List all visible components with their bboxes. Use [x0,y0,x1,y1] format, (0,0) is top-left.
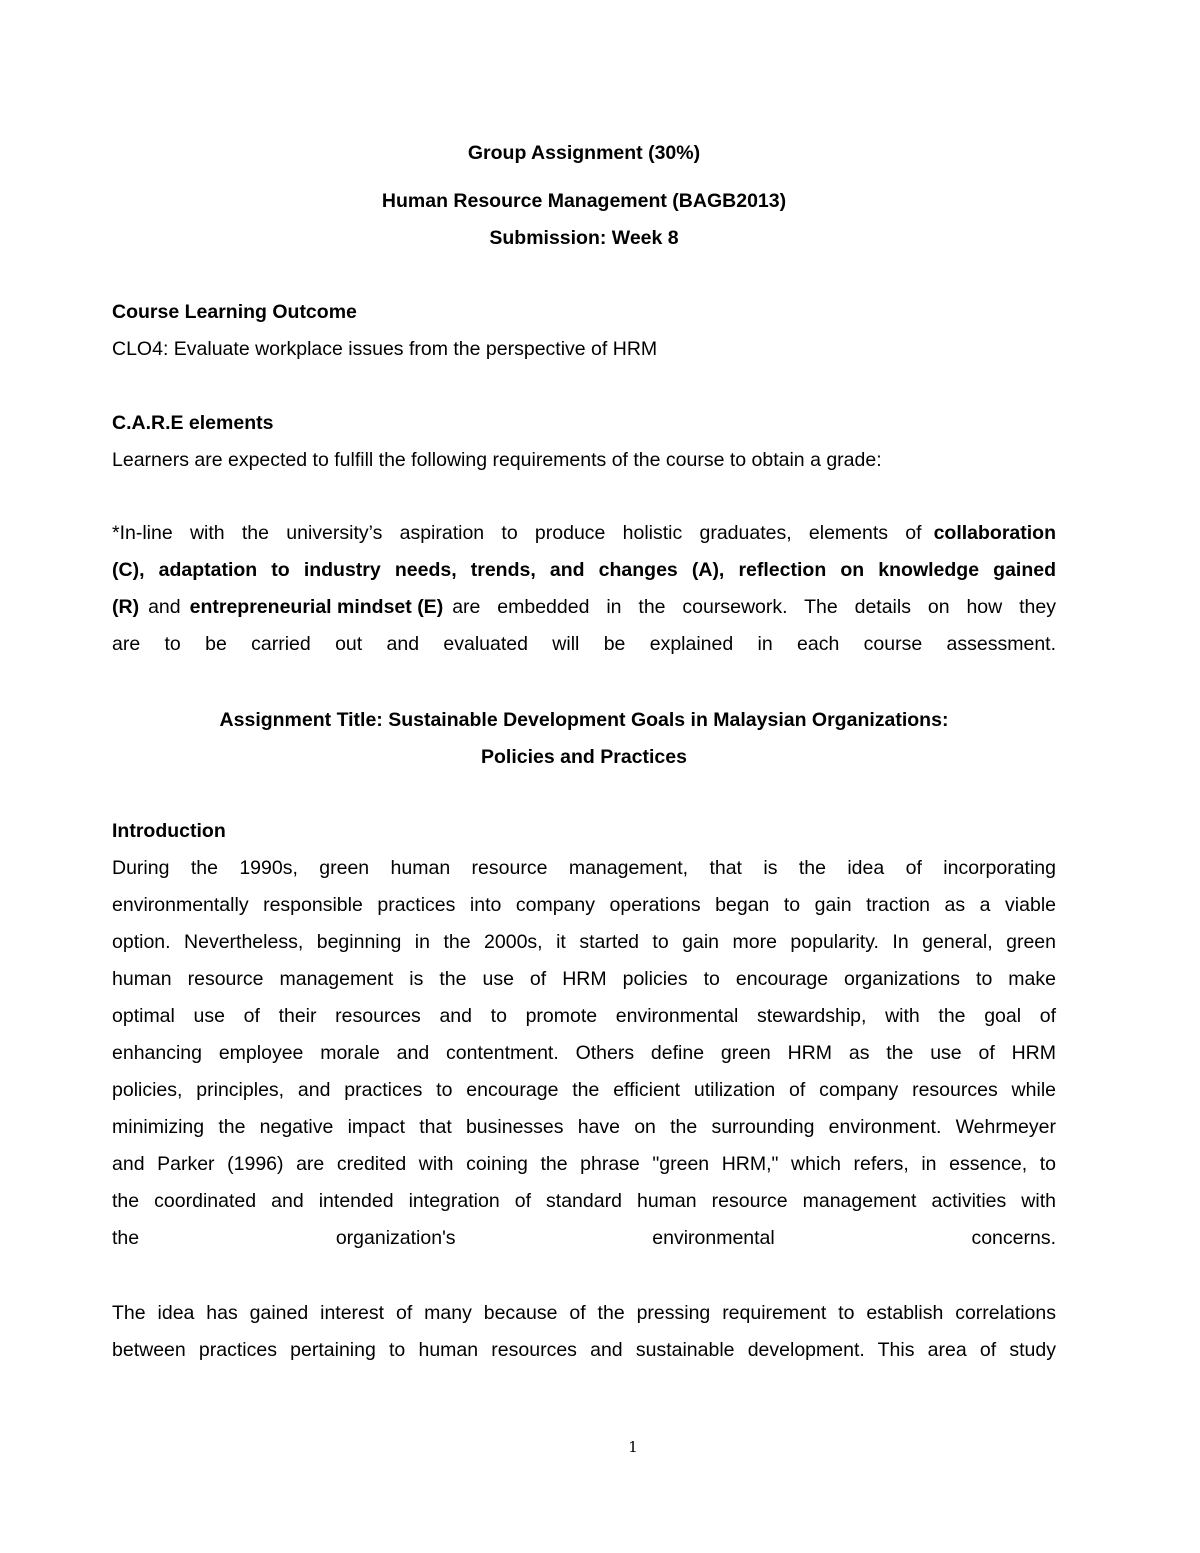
intro-line-text: enhancing employee morale and contentment. Others define green HRM as the use of HRM [112,1042,1056,1064]
course-name: Human Resource Management (BAGB2013) [381,190,787,212]
care-p3-rest: are embedded in the coursework. The details on how they [452,596,1056,618]
intro-line-text: minimizing the negative impact that businesses have on the surrounding environment. Wehrmeyer [112,1116,1056,1138]
care-paragraph-line-1 [112,515,1056,552]
intro-line [112,1146,1056,1183]
intro-p2-line [112,1332,1056,1369]
intro-line-text: During the 1990s, green human resource management, that is the idea of incorporating [112,857,1056,879]
assignment-header-title: Group Assignment (30%) [467,142,701,164]
intro-line [112,1109,1056,1146]
intro-line [112,924,1056,961]
page-number: 1 [628,1438,638,1456]
care-collaboration: collaboration [933,522,1056,544]
intro-line [112,1072,1056,1109]
intro-p2-line-text: between practices pertaining to human resources and sustainable development. This area of study [112,1339,1056,1361]
care-heading: C.A.R.E elements [112,412,274,434]
care-p3-and: and [148,596,181,618]
intro-line-text: environmentally responsible practices into company operations began to gain traction as a viable [112,894,1056,916]
intro-line: the organization's environmental concerns. [112,1227,1056,1249]
intro-line [112,1183,1056,1220]
submission-week: Submission: Week 8 [489,227,679,249]
intro-line-text: option. Nevertheless, beginning in the 2000s, it started to gain more popularity. In general, green [112,931,1056,953]
introduction-paragraph-1 [112,850,1056,1257]
assignment-title-line-2: Policies and Practices [481,746,687,768]
intro-line [112,887,1056,924]
intro-line-text: the coordinated and intended integration of standard human resource management activities with [112,1190,1056,1212]
intro-line-text: human resource management is the use of HRM policies to encourage organizations to make [112,968,1056,990]
assignment-title-line-1: Assignment Title: Sustainable Development Goals in Malaysian Organizations: [219,709,949,731]
intro-p2-line [112,1295,1056,1332]
care-p3-r: (R) [112,596,140,618]
intro-p2-line-text: The idea has gained interest of many because of the pressing requirement to establish correlations [112,1302,1056,1324]
care-paragraph-line-2 [112,552,1056,589]
care-paragraph-line-3 [112,589,1056,626]
intro-line [112,961,1056,998]
intro-line-text: policies, principles, and practices to encourage the efficient utilization of company resources while [112,1079,1056,1101]
clo-heading: Course Learning Outcome [112,301,357,323]
care-intro: Learners are expected to fulfill the following requirements of the course to obtain a grade: [112,449,882,471]
intro-line [112,998,1056,1035]
care-p2-text: (C), adaptation to industry needs, trends, and changes (A), reflection on knowledge gained [112,559,1056,581]
care-p1-text: *In-line with the university’s aspiration to produce holistic graduates, elements of [112,522,922,544]
intro-line [112,1035,1056,1072]
intro-line-text: and Parker (1996) are credited with coining the phrase "green HRM," which refers, in essence, to [112,1153,1056,1175]
introduction-paragraph-2 [112,1295,1056,1369]
care-p3-entrepreneurial: entrepreneurial mindset (E) [189,596,444,618]
clo-text: CLO4: Evaluate workplace issues from the perspective of HRM [112,338,658,360]
intro-line-text: optimal use of their resources and to promote environmental stewardship, with the goal of [112,1005,1056,1027]
care-paragraph-line-4: are to be carried out and evaluated will be explained in each course assessment. [112,633,1056,655]
care-paragraph [112,515,1056,663]
introduction-heading: Introduction [112,820,226,842]
intro-line [112,850,1056,887]
